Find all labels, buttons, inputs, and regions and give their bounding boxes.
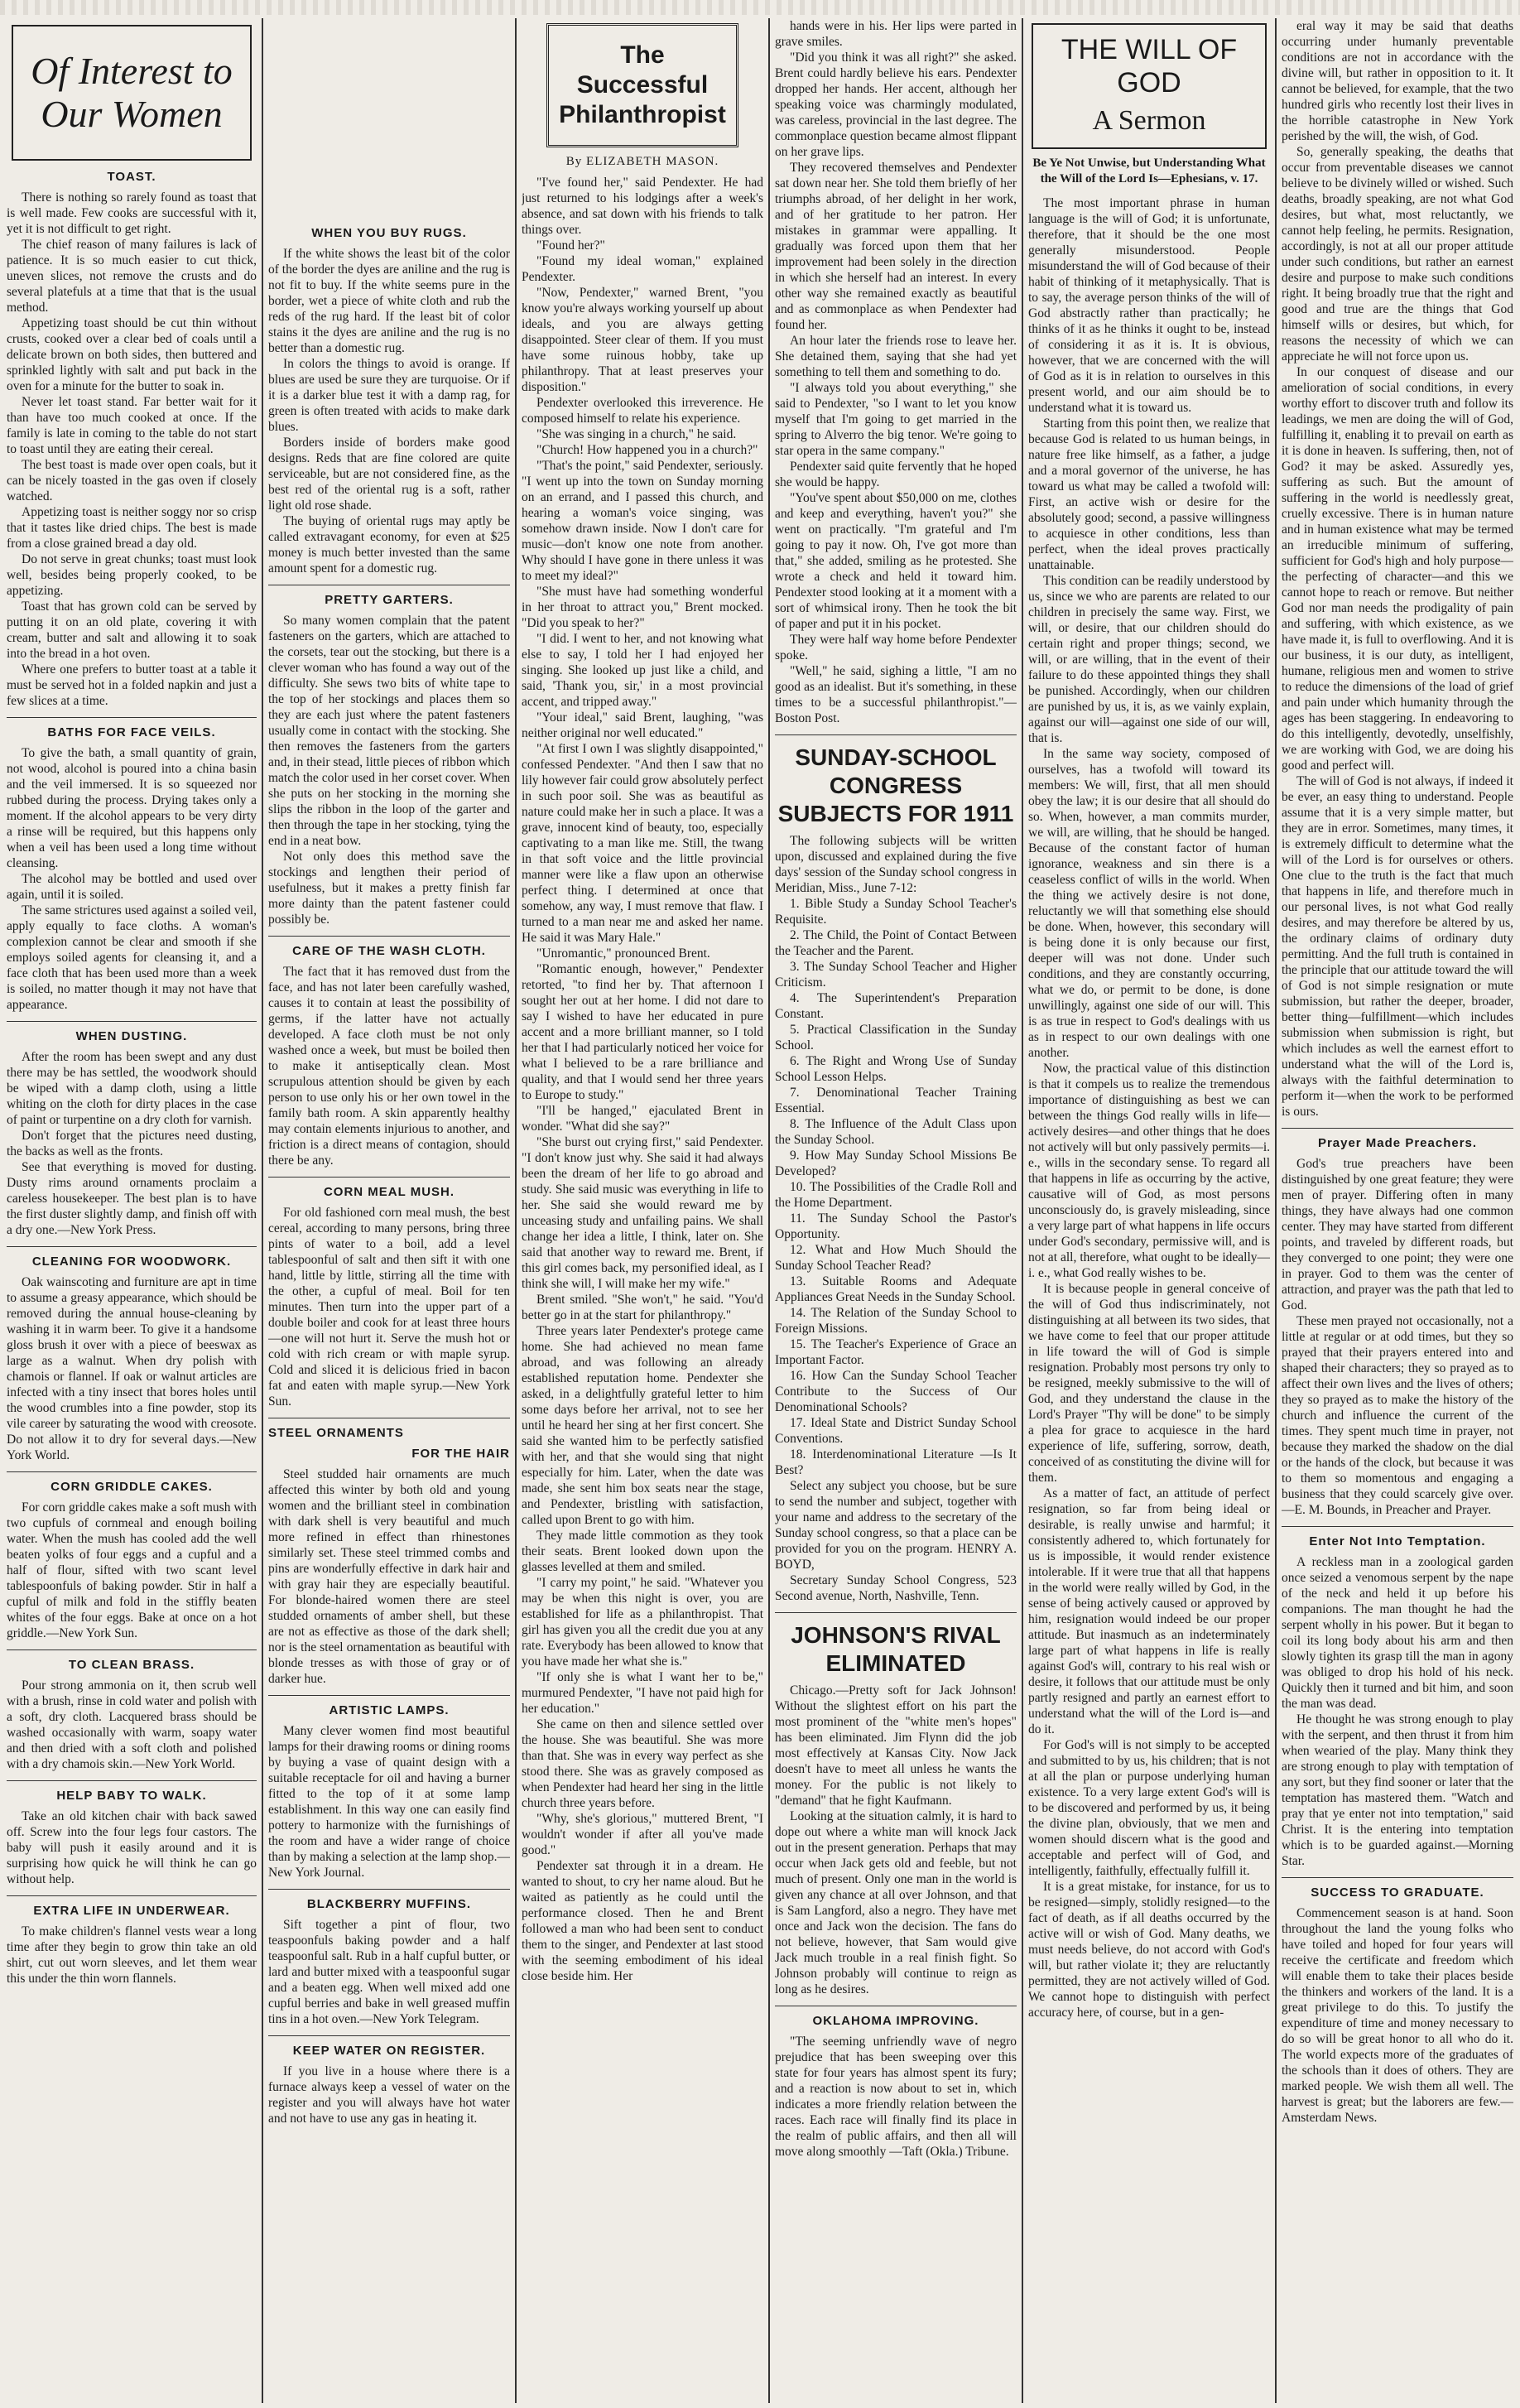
section-heading: CORN MEAL MUSH. bbox=[323, 1185, 455, 1199]
paragraph: If you live in a house where there is a furnace always keep a vessel of water on the register and you will always have hot water and not have to use any gas in heating it. bbox=[268, 2064, 510, 2126]
paragraph: "Church! How happened you in a church?" bbox=[536, 443, 758, 457]
paragraph: A reckless man in a zoological garden once seized a venomous serpent by the nape of the neck and held it up before his companions. The man thought he had the serpent wholly in his power. But it began to coil its long body about his arm and then slowly tighten its grasp till the man in agony was obliged to drop his hold of his neck. Quickly then it turned and bit him, and soon the man was dead. bbox=[1282, 1555, 1513, 1711]
paragraph: The alcohol may be bottled and used over again, until it is soiled. bbox=[7, 872, 257, 902]
paragraph: Sift together a pint of flour, two teaspoonfuls baking powder and a half teaspoonful salt. Rub in a half cupful butter, or lard and butter mixed with a teaspoonful sugar and a beaten egg. When well mixed add one cupful berries and bake in well greased muffin tins in a hot oven.—New York Telegram. bbox=[268, 1918, 510, 2026]
article-body bbox=[1282, 1554, 1513, 1869]
column-household bbox=[268, 18, 510, 2403]
sermon-title-box bbox=[1032, 23, 1267, 149]
paragraph: It is because people in general conceive of the will of God thus indiscriminately, not distinguishing at all between its two sides, that we have come to feel that our proper attitude in life toward the will of God is simple resignation. Probably most persons try only to be resigned, meekly submissive to the will of God, and they understand the clause in the Lord's Prayer "Thy will be done" to be simply a plea for grace to acquiesce in the hard experience of life, suffering, sorrow, death, conceived of as constituting the divine will for them. bbox=[1028, 1282, 1270, 1485]
article-body bbox=[268, 613, 510, 927]
headline: SUNDAY-SCHOOL CONGRESS SUBJECTS FOR 1911 bbox=[777, 744, 1014, 826]
paragraph: "I carry my point," he said. "Whatever you may be when this night is over, you are established for life as a philanthropist. That girl has given you all the credit due you at any rate. Everybody has been allowed to know that you have made her what she is." bbox=[522, 1576, 763, 1669]
paragraph: Pendexter overlooked this irreverence. He composed himself to relate his experience. bbox=[522, 396, 763, 426]
paragraph: For corn griddle cakes make a soft mush with two cupfuls of cornmeal and enough boiling water. When the mush has cooled add the well beaten yolks of four eggs and a cupful and a half of flour, sifted with two scant level tablespoonfuls of baking powder. Stir in half a cupful of milk and fold in the stiffly beaten whites of the four eggs. Bake at once on a hot griddle.—New York Sun. bbox=[7, 1500, 257, 1640]
article-body bbox=[268, 1723, 510, 1881]
paragraph: 5. Practical Classification in the Sunday School. bbox=[775, 1023, 1017, 1052]
divider bbox=[1282, 1526, 1513, 1527]
paragraph: Where one prefers to butter toast at a table it must be served hot in a folded napkin and just a few slices at a time. bbox=[7, 662, 257, 708]
section-heading: HELP BABY TO WALK. bbox=[56, 1789, 207, 1803]
paragraph: Oak wainscoting and furniture are apt in time to assume a greasy appearance, which should be removed during the annual house-cleaning by washing it in warm beer. To give it a handsome gloss brush it over with a piece of beeswax as large as a walnut. When dry polish with chamois or flannel. If oak or walnut articles are infected with a tiny insect that bores holes until the wood crumbles into a fine powder, stop its vile career by saturating the wood with creosote. Do not allow it to dry for several days.—New York World. bbox=[7, 1275, 257, 1462]
paragraph: 10. The Possibilities of the Cradle Roll and the Home Department. bbox=[775, 1180, 1017, 1210]
paragraph: Pour strong ammonia on it, then scrub well with a brush, rinse in cold water and polish with a soft, dry cloth. Lacquered brass should be washed occasionally with warm, soapy water and then dried with a soft cloth and polished with a dry chamois skin.—New York World. bbox=[7, 1678, 257, 1771]
column-rule bbox=[1275, 18, 1277, 2403]
paragraph: 18. Interdenominational Literature —Is It Best? bbox=[775, 1447, 1017, 1477]
divider bbox=[268, 2035, 510, 2036]
divider bbox=[7, 1471, 257, 1472]
paragraph: 7. Denominational Teacher Training Essential. bbox=[775, 1086, 1017, 1115]
paragraph: They were half way home before Pendexter spoke. bbox=[775, 633, 1017, 662]
article-body bbox=[268, 1917, 510, 2027]
paragraph: For old fashioned corn meal mush, the best cereal, according to many persons, bring three pints of water to a boil, add a level tablespoonful of salt and then sift it with one hand, little by little, stirring all the time with the other, a cupful of meal. Boil for ten minutes. Then turn into the upper part of a double boiler and cook for at least three hours—one will not hurt it. Serve the mush hot or cold with rich cream or with maple syrup. Cold and sliced it is delicious fried in bacon fat and eaten with maple syrup.—New York Sun. bbox=[268, 1206, 510, 1409]
section-heading: TO CLEAN BRASS. bbox=[68, 1658, 195, 1672]
paragraph: In the same way society, composed of ourselves, has a twofold will toward its members: We will, first, that all men should obey the law; it is our desire that all should do so. When, however, a man commits murder, we will, are willing, that he should be hanged. Because of the constant factor of human ignorance, weakness and sin there is a ceaseless conflict of wills in the world. When the thing we actively desire is not done, reluctantly we will that something else should be done. When, however, this secondary will is being done it is only because our first, deeper will was not done. Under such conditions, and they are constantly occurring, what we do, or permit to be done, is done unwillingly, against one side of our will. This is as true in respect to God's dealings with us as in respect to our own dealings with one another. bbox=[1028, 747, 1270, 1060]
column-rule bbox=[768, 18, 770, 2403]
paragraph: It is a great mistake, for instance, for us to be resigned—simply, stolidly resigned—to the fact of death, as if all deaths occurred by the active will or wish of God. Many deaths, we must needs believe, do not accord with God's will, but rather violate it; they are reluctantly permitted, they are not actively willed of God. We cannot hope to distinguish with perfect accuracy here, of course, but in a gen- bbox=[1028, 1880, 1270, 2020]
section-heading: KEEP WATER ON REGISTER. bbox=[292, 2044, 486, 2058]
byline: By ELIZABETH MASON. bbox=[565, 155, 719, 168]
paragraph: 6. The Right and Wrong Use of Sunday School Lesson Helps. bbox=[775, 1054, 1017, 1084]
paragraph: "If only she is what I want her to be," murmured Pendexter, "I have not paid high for her education." bbox=[522, 1670, 763, 1716]
paragraph: Take an old kitchen chair with back sawed off. Screw into the four legs four castors. The baby will push it easily around and it is surprising how quick he will think he can go without help. bbox=[7, 1809, 257, 1886]
paragraph: To make children's flannel vests wear a long time after they begin to grow thin take an old shirt, cut out worn sleeves, and let them wear this under the thin worn flannels. bbox=[7, 1924, 257, 1986]
paragraph: The chief reason of many failures is lack of patience. It is so much easier to cut thick, uneven slices, not remove the crusts and do several platefuls at a time that that is the usual method. bbox=[7, 238, 257, 315]
paragraph: The buying of oriental rugs may aptly be called extravagant economy, for even at $25 money is much better invested than the same amount spent for a domestic rug. bbox=[268, 514, 510, 576]
paragraph: hands were in his. Her lips were parted in grave smiles. bbox=[775, 19, 1017, 49]
article-body bbox=[1282, 1156, 1513, 1518]
page-top-edge bbox=[0, 0, 1520, 15]
divider bbox=[268, 1889, 510, 1890]
paragraph: Many clever women find most beautiful lamps for their drawing rooms or dining rooms by buying a vase of quaint design with a suitable receptacle for oil and having a burner fitted to the top of it at some lamp establishment. In this way one can easily find pottery to harmonize with the furnishings of the room and have a wider range of choice than by making a selection at the lamp shop.—New York Journal. bbox=[268, 1724, 510, 1880]
section-heading: STEEL ORNAMENTS bbox=[268, 1426, 404, 1440]
paragraph: Never let toast stand. Far better wait for it than have too much cooked at once. If the family is late in coming to the table do not start to toast until they are eating their cereal. bbox=[7, 395, 257, 456]
paragraph: "At first I own I was slightly disappointed," confessed Pendexter. "And then I saw that no lily however fair could grow absolutely perfect in such poor soil. She was as beautiful as nature could make her in such a place. It was a grave, innocent kind of beauty, too, especially captivating to a man like me. Still, the twang in that soft voice and the little provincial manner were like a flaw upon an otherwise perfect thing. I determined at once that somehow, any way, I must remove that flaw. I turned to a man near me and asked her name. He said it was Mary Hale." bbox=[522, 742, 763, 945]
article-body bbox=[7, 745, 257, 1013]
paragraph: After the room has been swept and any dust there may be has settled, the woodwork should be wiped with a damp cloth, using a little whiting on the cloth for dirty places in the case of paint or turpentine on a dry cloth for varnish. bbox=[7, 1050, 257, 1127]
paragraph: "That's the point," said Pendexter, seriously. "I went up into the town on Sunday morning on an errand, and I passed this church, and hearing a woman's voice singing, was somehow drawn inside. Now I don't care for music—don't know one note from another. Why should I have gone in there unless it was to meet my ideal?" bbox=[522, 459, 763, 583]
article-body bbox=[7, 1500, 257, 1641]
column-news bbox=[775, 18, 1017, 2403]
paragraph: Looking at the situation calmly, it is hard to dope out where a white man will knock Jack out in the present generation. Perhaps that may occur when Jack gets old and feeble, but not much of present. Only one man in the world is given any chance at all over Johnson, and that is Sam Langford, also a negro. They have met once and Jack won the decision. The fans do not believe, however, that Sam would give Jack much trouble in a real finish fight. So Johnson probably will continue to reign as long as he desires. bbox=[775, 1809, 1017, 1996]
paragraph: Do not serve in great chunks; toast must look well, besides being properly cooked, to be appetizing. bbox=[7, 552, 257, 598]
article-body bbox=[7, 1678, 257, 1772]
paragraph: "The seeming unfriendly wave of negro prejudice that has been sweeping over this state for four years has almost spent its fury; and a reaction is now about to set in, which indicates a more friendly relation between the races. Each race will finally find its place in the realm of public affairs, and then all will move along smoothly —Taft (Okla.) Tribune. bbox=[775, 2035, 1017, 2159]
article-body bbox=[7, 1924, 257, 1987]
paragraph: "Found her?" bbox=[536, 238, 605, 253]
section-heading: WHEN DUSTING. bbox=[75, 1029, 188, 1043]
section-heading: FOR THE HAIR bbox=[411, 1447, 510, 1461]
paragraph: 2. The Child, the Point of Contact Between the Teacher and the Parent. bbox=[775, 928, 1017, 958]
article-body bbox=[775, 18, 1017, 726]
divider bbox=[775, 1612, 1017, 1613]
paragraph: Chicago.—Pretty soft for Jack Johnson! Without the slightest effort on his part the most prominent of the "white men's hopes" has been eliminated. Jim Flynn did the job most effectively at Kansas City. Now Jack doesn't have to meet all unless he wants the money. For the public is not likely to "demand" that he fight Kaufmann. bbox=[775, 1683, 1017, 1808]
paragraph: If the white shows the least bit of the color of the border the dyes are aniline and the rug is not fit to buy. If the white seems pure in the border, wet a piece of white cloth and rub the reds of the rug hard. If the least bit of color stains it the dyes are aniline and the rug is no better than a domestic rug. bbox=[268, 247, 510, 355]
divider bbox=[7, 1021, 257, 1022]
article-body bbox=[268, 1205, 510, 1409]
paragraph: 9. How May Sunday School Missions Be Developed? bbox=[775, 1149, 1017, 1178]
paragraph: An hour later the friends rose to leave her. She detained them, saying that she had yet something to tell them and something to do. bbox=[775, 334, 1017, 379]
column-rule bbox=[1022, 18, 1023, 2403]
article-body bbox=[7, 1808, 257, 1887]
paragraph: Appetizing toast should be cut thin without crusts, cooked over a clear bed of coals until a delicate brown on both sides, then buttered and sprinkled lightly with salt and put back in the oven for a minute for the butter to soak in. bbox=[7, 316, 257, 393]
paragraph: The fact that it has removed dust from the face, and has not later been carefully washed, causes it to contain at least the possibility of germs, if the latter have not actually developed. A face cloth must be not only washed once a week, but must be boiled then to make it antiseptically clean. Most scrupulous attention should be given by each person to use only his or her own towel in the family bath room. A skin apparently healthy may contain elements injurious to another, and friction is a direct means of contagion, should there be any. bbox=[268, 965, 510, 1168]
paragraph: 3. The Sunday School Teacher and Higher Criticism. bbox=[775, 960, 1017, 990]
paragraph: "She must have had something wonderful in her throat to attract you," Brent mocked. "Did you speak to her?" bbox=[522, 585, 763, 630]
paragraph: In our conquest of disease and our amelioration of social conditions, in every worthy effort to discover truth and follow its leadings, we men are doing the will of God, fulfilling it, enabling it to prevail on earth as it is done in heaven. Is suffering, then, not of God? it may be asked. Assuredly yes, suffering as such. But the amount of suffering in the world is needlessly great, cruelly excessive. There is in human nature and in human existence what may be termed an irreducible minimum of suffering, sufficient for God's high and holy purpose—the perfecting of character—and this we cannot hope to reach or remove. But neither God nor man needs the prodigality of pain and suffering, with which existence, as we have made it, is full to overflowing. And it is our business, it is our duty, as intelligent, humane, religious men and women to strive to reduce the dimensions of the load of grief and pain under which humanity through the ages has been staggering. In endeavoring to do this intelligently, devotedly, unselfishly, we are working with God, we are doing his good and perfect will. bbox=[1282, 365, 1513, 773]
paragraph: He thought he was strong enough to play with the serpent, and then thrust it from him when wearied of the play. Many think they are strong enough to play with temptation of any sort, but they find sooner or later that the temptation has mastered them. "Watch and pray that ye enter not into temptation," said Christ. It is the entering into temptation which is to be guarded against.—Morning Star. bbox=[1282, 1712, 1513, 1868]
paragraph: "Why, she's glorious," muttered Brent, "I wouldn't wonder if after all you've made good." bbox=[522, 1812, 763, 1857]
paragraph: "Now, Pendexter," warned Brent, "you know you're always working yourself up about ideals, and you are always getting disappointed. Steer clear of them. If you must have some ruinous hobby, take up philanthropy. That at least preserves your disposition." bbox=[522, 286, 763, 394]
paragraph: 8. The Influence of the Adult Class upon the Sunday School. bbox=[775, 1117, 1017, 1147]
paragraph: "Romantic enough, however," Pendexter retorted, "to find her by. That afternoon I sought her out at her home. I did not dare to say I wished to have her educated in pure accent and a more brilliant manner, so I told her that I had particularly noticed her voice for what I believed to be a rare brilliance and quality, and that I would send her three years to Europe to study." bbox=[522, 962, 763, 1102]
paragraph: The same strictures used against a soiled veil, apply equally to face cloths. A woman's complexion cannot be clear and smooth if she employs soiled agents for cleansing it, and a face cloth that has been used more than a week is soiled, no matter though it may not have that appearance. bbox=[7, 903, 257, 1012]
paragraph: 15. The Teacher's Experience of Grace an Important Factor. bbox=[775, 1337, 1017, 1367]
paragraph: "I always told you about everything," she said to Pendexter, "so I want to let you know myself that I'm going to get married in the spring to Alverro the big tenor. We're going to star opera in the same company." bbox=[775, 381, 1017, 458]
paragraph: Brent smiled. "She won't," he said. "You'd better go in at the start for philanthropy." bbox=[522, 1293, 763, 1322]
paragraph: Don't forget that the pictures need dusting, the backs as well as the fronts. bbox=[7, 1129, 257, 1158]
paragraph: God's true preachers have been distinguished by one great feature; they were men of prayer. Differing often in many things, they have always had one common center. They may have started from different points, and traveled by different roads, but they converged to one point; they were one in prayer. God to them was the center of attraction, and prayer was the path that led to God. bbox=[1282, 1157, 1513, 1312]
paragraph: Not only does this method save the stockings and lengthen their period of usefulness, but it makes a pretty finish far more dainty than the patent fastener could possibly be. bbox=[268, 850, 510, 927]
column-women bbox=[7, 18, 257, 2403]
paragraph: "Your ideal," said Brent, laughing, "was neither original nor well educated." bbox=[522, 710, 763, 740]
column-rule bbox=[515, 18, 517, 2403]
divider bbox=[7, 1780, 257, 1781]
divider bbox=[7, 1246, 257, 1247]
article-body bbox=[7, 1049, 257, 1238]
paragraph: "Did you think it was all right?" she asked. Brent could hardly believe his ears. Pendexter dropped her hands. Her accent, although her speaking voice was charmingly modulated, was careless, provincial in the last degree. The commonplace question became almost flippant on her grave lips. bbox=[775, 51, 1017, 159]
paragraph: "Unromantic," pronounced Brent. bbox=[536, 946, 710, 961]
divider bbox=[7, 717, 257, 718]
paragraph: So many women complain that the patent fasteners on the garters, which are attached to the corsets, tear out the stocking, but there is a clever woman who has found a way out of the difficulty. She sews two bits of white tape to the top of her stockings and places them so they are each just where the patent fasteners usually come in contact with the stocking. She then removes the fasteners from the garters and, in their stead, little pieces of ribbon which match the color used in her corset cover. When she puts on her stocking in the morning she slips the ribbon in the loop of the garter and then through the tape in her stocking, tying the end in a neat bow. bbox=[268, 614, 510, 848]
paragraph: 16. How Can the Sunday School Teacher Contribute to the Success of Our Denominational Schools? bbox=[775, 1369, 1017, 1414]
section-heading: Enter Not Into Temptation. bbox=[1309, 1534, 1486, 1548]
section-heading: Prayer Made Preachers. bbox=[1317, 1136, 1478, 1150]
article-body bbox=[268, 2064, 510, 2126]
section-heading: CORN GRIDDLE CAKES. bbox=[51, 1480, 213, 1494]
paragraph: The will of God is not always, if indeed it be ever, an easy thing to understand. People assume that it is a very simple matter, but they are in error. Sometimes, many times, it is extremely difficult to determine what the will of the Lord is for ourselves or others. One clue to the truth is the fact that much that happens in life, and therefore much in our personal lives, is not what God really desires, and may therefore be altered by us, the ordinary claims of ordinary duty permitting. And the full truth is contained in the principle that our attitude toward the will of God is not simple resignation or mute submission, but rather the deeper, broader, better thing—fulfillment—which includes submission when submission is right, but which includes as well the earnest effort to understand what the will of the Lord is, always with the faithful determination to perform it—when the work to be performed is ours. bbox=[1282, 774, 1513, 1119]
divider bbox=[268, 1177, 510, 1178]
article-body bbox=[1282, 1905, 1513, 2126]
article-body bbox=[775, 2034, 1017, 2160]
story-title: The Successful Philanthropist bbox=[546, 23, 738, 147]
paragraph: "I've found her," said Pendexter. He had just returned to his lodgings after a week's absence, and sat down with his friends to talk things over. bbox=[522, 176, 763, 237]
sermon-text-line: Be Ye Not Unwise, but Understanding What the Will of the Lord Is—Ephesians, v. 17. bbox=[1032, 157, 1266, 185]
sermon-subtitle: A Sermon bbox=[1092, 105, 1206, 136]
paragraph: "She was singing in a church," he said. bbox=[536, 427, 737, 441]
paragraph: See that everything is moved for dusting. Dusty rims around ornaments proclaim a careless housekeeper. The best plan is to have the first duster slightly damp, and finish off with a dry one.—New York Press. bbox=[7, 1160, 257, 1237]
section-heading: CARE OF THE WASH CLOTH. bbox=[292, 944, 486, 958]
section-heading: BATHS FOR FACE VEILS. bbox=[47, 725, 216, 739]
column-rule bbox=[262, 18, 263, 2403]
paragraph: 13. Suitable Rooms and Adequate Appliances Great Needs in the Sunday School. bbox=[775, 1274, 1017, 1304]
section-title: Of Interest to Our Women bbox=[12, 25, 252, 161]
paragraph: Appetizing toast is neither soggy nor so crisp that it tastes like dried chips. The best is made from a close grained bread a day old. bbox=[7, 505, 257, 551]
paragraph: "You've spent about $50,000 on me, clothes and keep and everything, haven't you?" she went on practically. "I'm grateful and I'm going to pay it now. Oh, I've got more than that," she added, smiling as he protested. She wrote a check and held it toward him. Pendexter stood looking at it a moment with a sort of whimsical irony. Then he took the bit of paper and put it in his pocket. bbox=[775, 491, 1017, 631]
paragraph: 12. What and How Much Should the Sunday School Teacher Read? bbox=[775, 1243, 1017, 1273]
divider bbox=[1282, 1877, 1513, 1878]
paragraph: Steel studded hair ornaments are much affected this winter by both old and young women and the brilliant steel in combination with dark shell is very beautiful and much more refined in effect than rhinestones similarly set. These steel trimmed combs and pins are wonderfully effective in dark hair and with gray hair they are especially beautiful. For blonde-haired women there are steel studded ornaments of amber shell, but these are not as effective as those of the dark shell; nor is the steel ornamentation as beautiful with blonde tresses as with those of gray or of darker hue. bbox=[268, 1467, 510, 1686]
paragraph: She came on then and silence settled over the house. She was beautiful. She was more than that. She was in every way perfect as she stood there. She was as gravely composed as when Pendexter had heard her sing in the little church three years before. bbox=[522, 1717, 763, 1810]
divider bbox=[268, 1695, 510, 1696]
divider bbox=[7, 1649, 257, 1650]
paragraph: Three years later Pendexter's protege came home. She had achieved no mean fame abroad, and was following an already established reputation home. Pendexter she asked, in a delightfully grateful letter to him some days before her arrival, not to see her until he heard her sing at her first concert. She said she wanted him to be perfectly satisfied with her, and that she would sing that night especially for him. Later, when the date was made, she sent him box seats near the stage, and Pendexter, bristling with satisfaction, called upon Brent to go with him. bbox=[522, 1324, 763, 1527]
section-heading: CLEANING FOR WOODWORK. bbox=[31, 1255, 232, 1269]
paragraph: They made little commotion as they took their seats. Brent looked down upon the glasses levelled at them and smiled. bbox=[522, 1529, 763, 1574]
article-body bbox=[7, 190, 257, 709]
paragraph: "Well," he said, sighing a little, "I am no good as an idealist. But it's something, in these times to be a successful philanthropist."—Boston Post. bbox=[775, 664, 1017, 725]
column-story bbox=[522, 18, 763, 2403]
column-religion bbox=[1282, 18, 1513, 2403]
paragraph: 11. The Sunday School the Pastor's Opportunity. bbox=[775, 1211, 1017, 1241]
divider bbox=[1282, 1128, 1513, 1129]
paragraph: Secretary Sunday School Congress, 523 Second avenue, North, Nashville, Tenn. bbox=[775, 1573, 1017, 1603]
paragraph: 17. Ideal State and District Sunday School Conventions. bbox=[775, 1416, 1017, 1446]
paragraph: To give the bath, a small quantity of grain, not wood, alcohol is poured into a china basin and the veil immersed. It is so squeezed nor rubbed during the process. Drying takes only a moment. If the alcohol appears to be very dirty a rinse will be required, but this happens only when a veil has been used a long time without cleansing. bbox=[7, 746, 257, 870]
paragraph: eral way it may be said that deaths occurring under humanly preventable conditions are not in accordance with the divine will, but rather in opposition to it. It cannot be believed, for example, that the two hundred girls who recently lost their lives in the horrible catastrophe in New York perished by the will, the wish, of God. bbox=[1282, 19, 1513, 143]
section-heading: BLACKBERRY MUFFINS. bbox=[306, 1897, 472, 1911]
section-heading: EXTRA LIFE IN UNDERWEAR. bbox=[33, 1904, 230, 1918]
divider bbox=[268, 936, 510, 937]
paragraph: "I did. I went to her, and not knowing what else to say, I told her I had enjoyed her singing. She looked up just like a child, and said, 'Thank you, sir,' in a most provincial accent, and tripped away." bbox=[522, 632, 763, 709]
article-intro: The following subjects will be written upon, discussed and explained during the five days' session of the Sunday school congress in Meridian, Miss., June 7-12: bbox=[775, 834, 1017, 895]
sermon-title: THE WILL OF GOD bbox=[1061, 34, 1238, 99]
paragraph: 4. The Superintendent's Preparation Constant. bbox=[775, 991, 1017, 1021]
paragraph: There is nothing so rarely found as toast that is well made. Few cooks are successful with it, yet it is not difficult to get right. bbox=[7, 190, 257, 236]
section-heading: WHEN YOU BUY RUGS. bbox=[311, 226, 467, 240]
article-body bbox=[268, 246, 510, 576]
section-heading: ARTISTIC LAMPS. bbox=[329, 1703, 450, 1717]
paragraph: These men prayed not occasionally, not a little at regular or at odd times, but they so prayed that their prayers entered into and shaped their characters; they so prayed as to affect their own lives and the lives of others; they so prayed as to make the history of the church and influence the current of the times. They spent much time in prayer, not because they marked the shadow on the dial or the hands of the clock, but because it was to them so momentous and engaging a business that they could scarcely give over.—E. M. Bounds, in Preacher and Prayer. bbox=[1282, 1314, 1513, 1517]
paragraph: Toast that has grown cold can be served by putting it on an old plate, covering it with cream, butter and salt and allowing it to soak into the bread in a hot oven. bbox=[7, 600, 257, 661]
paragraph: As a matter of fact, an attitude of perfect resignation, so far from being ideal or desirable, is really unwise and harmful; it consistently adhered to, which fortunately for us is impossible, it would render existence intolerable. If it were true that all that happens in the world were really willed by God, in the sense of being actively caused or approved by him, resignation would indeed be our proper attitude. But inasmuch as an indeterminately large part of what happens in life is really against God's will, contrary to his real wish or desire, it follows that our attitude must be only partly resigned and partly an earnest effort to understand what the will of the Lord is—and do it. bbox=[1028, 1486, 1270, 1736]
paragraph: This condition can be readily understood by us, since we who are parents are related to our children in precisely the same way. First, we will, or desire, that our children should do certain right and proper things; second, we will, or are willing, that in the event of their failure to do these appointed things they shall be punished. Accordingly, when our children are punished by us, it is, as we vainly explain, against our will—against one side of our will, that is. bbox=[1028, 574, 1270, 745]
paragraph: Borders inside of borders make good designs. Reds that are fine colored are quite serviceable, but are not considered fine, as the best red of the oriental rug is a soft, rather light old rose shade. bbox=[268, 436, 510, 513]
paragraph: "She burst out crying first," said Pendexter. "I don't know just why. She said it had always been the dream of her life to go abroad and study. She said music was everything in life to her. She said she would reward me by unceasing study and unfailing pains. We shall change her idea a little, I think, later on. She said that another way to reward me. Brent, if this girl comes back, my personified ideal, as I think she will, I will make her my wife." bbox=[522, 1135, 763, 1291]
paragraph: Commencement season is at hand. Soon throughout the land the young folks who have toiled and hoped for four years will receive the certificate and freedom which will enable them to take their places beside the thinkers and workers of the land. It is a great privilege to do this. To justify the expenditure of time and money necessary to do so will be great honor to all who do it. The world expects more of the graduates of the schools than it does of others. They are marked people. We wish them all well. The harvest is great; but the laborers are few.—Amsterdam News. bbox=[1282, 1906, 1513, 2125]
paragraph: So, generally speaking, the deaths that occur from preventable diseases we cannot believe to be divinely willed or wished. Such deaths, broadly speaking, are not what God desires, but what, most reluctantly, we cannot help feeling, he permits. Resignation, accordingly, is not at all our proper attitude under such conditions, but rather an earnest desire and purpose to make such conditions right. It being broadly true that the right and good and true are the things that God himself wills or desires, but which, for reasons the necessity of which we can appreciate he will not force upon us. bbox=[1282, 145, 1513, 364]
section-heading: OKLAHOMA IMPROVING. bbox=[812, 2014, 979, 2028]
article-body bbox=[775, 1478, 1017, 1604]
paragraph: The most important phrase in human language is the will of God; it is unfortunate, therefore, that it should be the one most generally misunderstood. People misunderstand the will of God because of their habit of thinking of it metaphysically. That is to say, the average person thinks of the will of God abstractly rather than practically; he thinks of it as he thinks it ought to be, instead of considering it as it is. It is obvious, however, that we are concerned with the will of God as it is in relation to ourselves in this present world, and our aim should be to understand what it is toward us. bbox=[1028, 196, 1270, 415]
headline: JOHNSON'S RIVAL ELIMINATED bbox=[791, 1622, 1001, 1676]
paragraph: Starting from this point then, we realize that because God is related to us human beings, in nature free like himself, as a father, a judge and a moral governor of the universe, he has toward us what may be called a twofold will: First, an active wish or desire for the absolutely good; second, a passive willingness to acquiesce in other conditions, less than perfect, when the ideal proves practically unattainable. bbox=[1028, 417, 1270, 572]
paragraph: "Found my ideal woman," explained Pendexter. bbox=[522, 254, 763, 284]
article-body bbox=[1282, 18, 1513, 1120]
paragraph: Pendexter sat through it in a dream. He wanted to shout, to cry her name aloud. But he waited as patiently as he could until the performance closed. Then he and Brent followed a man who had been sent to conduct them to the singer, and Pendexter at last stood with the seeming embodiment of his ideal close beside him. Her bbox=[522, 1859, 763, 1983]
paragraph: "I'll be hanged," ejaculated Brent in wonder. "What did she say?" bbox=[522, 1104, 763, 1134]
paragraph: Pendexter said quite fervently that he hoped she would be happy. bbox=[775, 460, 1017, 489]
article-body bbox=[775, 1683, 1017, 1997]
article-body bbox=[268, 964, 510, 1168]
article-body bbox=[268, 1466, 510, 1687]
divider bbox=[775, 734, 1017, 735]
section-heading: SUCCESS TO GRADUATE. bbox=[1311, 1885, 1484, 1900]
paragraph: 1. Bible Study a Sunday School Teacher's Requisite. bbox=[775, 897, 1017, 927]
article-body bbox=[1028, 195, 1270, 2020]
section-heading: TOAST. bbox=[107, 170, 156, 184]
paragraph: Now, the practical value of this distinction is that it compels us to realize the tremendous importance of distinguishing as best we can between the things God really wills in life—actively desires—and other things that he does not actively will but only passively permits—i. e., wills in the secondary sense. To regard all that happens in life as occurring by the active, causative will of God, as most persons unconsciously do, is gravely misleading, since a very large part of what happens in life occurs under God's secondary, permissive will, and is not at all, therefore, what ought to be ideally—i. e., what God really wishes to be. bbox=[1028, 1062, 1270, 1280]
subject-list bbox=[775, 896, 1017, 1478]
article-body bbox=[7, 1274, 257, 1463]
paragraph: In colors the things to avoid is orange. If blues are used be sure they are turquoise. Or if it is a darker blue test it with a damp rag, for green is often treated with acids to make dark blues. bbox=[268, 357, 510, 434]
paragraph: 14. The Relation of the Sunday School to Foreign Missions. bbox=[775, 1306, 1017, 1336]
paragraph: The best toast is made over open coals, but it can be nicely toasted in the gas oven if closely watched. bbox=[7, 458, 257, 503]
paragraph: They recovered themselves and Pendexter sat down near her. She told them briefly of her triumphs abroad, of her delight in her work, and of her gratitude to her patron. Her mistakes in grammar were appalling. It gradually was forced upon them that her improvement had been solely in the direction in which she herself had an interest. In every other way she remained exactly as beautiful and as commonplace as when Pendexter had found her. bbox=[775, 161, 1017, 332]
column-sermon bbox=[1028, 18, 1270, 2403]
divider bbox=[7, 1895, 257, 1896]
article-body bbox=[522, 175, 763, 1984]
paragraph: For God's will is not simply to be accepted and submitted to by us, his children; that is not at all the plan or purpose underlying human existence. To a very large extent God's will is to be discovered and performed by us, it being the divine plan, obviously, that we men and women should discern what is the good and acceptable and perfect will of God, and intelligently, faithfully, effectually fulfill it. bbox=[1028, 1738, 1270, 1878]
section-heading: PRETTY GARTERS. bbox=[325, 593, 454, 607]
paragraph: Select any subject you choose, but be sure to send the number and subject, together with your name and address to the secretary of the Sunday school congress, so that a place can be provided for you on the program. HENRY A. BOYD, bbox=[775, 1479, 1017, 1572]
